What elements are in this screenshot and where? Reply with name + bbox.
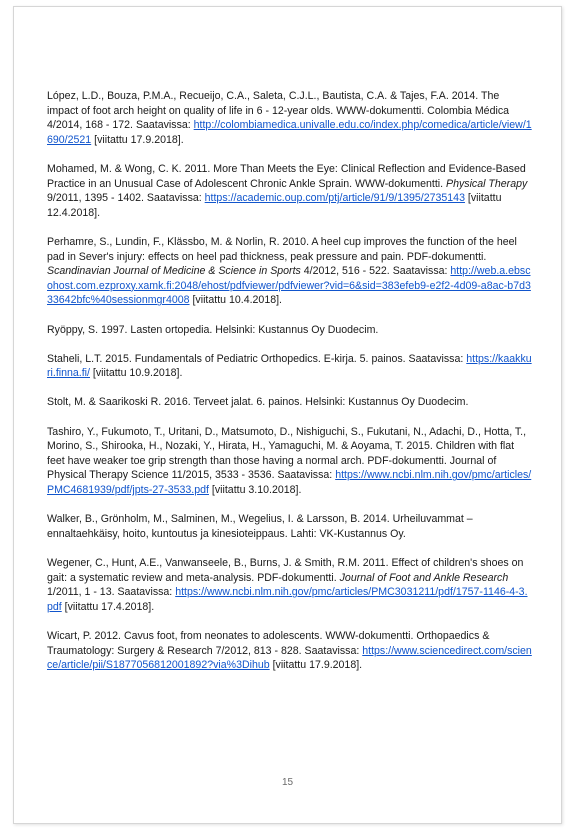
reference-text: López, L.D., Bouza, P.M.A., Recueijo, C.A., Saleta, C.J.L., Bautista, C.A. & Tajes, F.A. 2014. The impact of foot arch height on quality of life in 6 - 12-year olds. WWW-dokumentti. Colombia Médica 4/2014, 168 - 172. Saatavissa: bbox=[47, 90, 510, 132]
reference-access-date: [viitattu 17.9.2018]. bbox=[91, 133, 184, 146]
reference-entry bbox=[47, 89, 533, 147]
reference-link[interactable]: https://kaakkuri.finna.fi/ bbox=[47, 352, 532, 380]
reference-text: Staheli, L.T. 2015. Fundamentals of Pediatric Orthopedics. E-kirja. 5. painos. Saatavissa: bbox=[47, 352, 467, 365]
reference-entry bbox=[47, 512, 533, 541]
reference-text: Perhamre, S., Lundin, F., Klässbo, M. & Norlin, R. 2010. A heel cup improves the function of the heel pad in Sever's injury: effects on heel pad thickness, peak pressure and pain. PDF-dokumentti. bbox=[47, 235, 517, 263]
reference-entry bbox=[47, 323, 533, 338]
reference-entry bbox=[47, 162, 533, 220]
reference-entry bbox=[47, 352, 533, 381]
reference-link[interactable]: https://academic.oup.com/ptj/article/91/9/1395/2735143 bbox=[204, 192, 465, 205]
reference-access-date: [viitattu 10.9.2018]. bbox=[89, 367, 183, 380]
reference-access-date: [viitattu 12.4.2018]. bbox=[47, 192, 502, 219]
reference-entry bbox=[47, 425, 533, 498]
reference-text: Wegener, C., Hunt, A.E., Vanwanseele, B., Burns, J. & Smith, R.M. 2011. Effect of children's shoes on gait: a systematic review and meta-analysis. PDF-dokumentti. bbox=[47, 557, 524, 584]
reference-link[interactable]: https://www.sciencedirect.com/science/article/pii/S187705681200189​2?via%3Dihub bbox=[47, 644, 532, 672]
reference-text: Stolt, M. & Saarikoski R. 2016. Terveet jalat. 6. painos. Helsinki: Kustannus Oy Duodecim. bbox=[47, 396, 469, 409]
reference-text: Walker, B., Grönholm, M., Salminen, M., Wegelius, I. & Larsson, B. 2014. Urheiluvammat – ennaltaehkäisy, hoito, kuntoutus ja kinesioteippaus. Lahti: VK-Kustannus Oy. bbox=[47, 513, 473, 540]
reference-link[interactable]: https://www.ncbi.nlm.nih.gov/pmc/articles/PMC3031211/pdf/1757-1146-4-3.pdf bbox=[47, 586, 528, 613]
reference-access-date: [viitattu 3.10.2018]. bbox=[208, 484, 302, 497]
reference-text: 9/2011, 1395 - 1402. Saatavissa: bbox=[47, 192, 205, 205]
reference-entry bbox=[47, 629, 533, 673]
journal-title: Journal of Foot and Ankle Research bbox=[339, 571, 509, 584]
reference-entry bbox=[47, 395, 533, 410]
document-page bbox=[13, 6, 562, 824]
journal-title: Physical Therapy bbox=[446, 177, 528, 190]
reference-text: 1/2011, 1 - 13. Saatavissa: bbox=[47, 586, 176, 599]
reference-entry bbox=[47, 556, 533, 614]
reference-list bbox=[47, 89, 533, 687]
reference-link[interactable]: https://www.ncbi.nlm.nih.gov/pmc/articles/PMC4681939/pdf/jpts-27-3533.pdf bbox=[47, 469, 532, 497]
reference-text: 4/2012, 516 - 522. Saatavissa: bbox=[300, 265, 451, 278]
page-number: 15 bbox=[281, 777, 294, 788]
reference-access-date: [viitattu 17.9.2018]. bbox=[269, 659, 363, 672]
reference-link[interactable]: http://web.a.ebscohost.com.ezproxy.xamk.fi:2048/ehost/pdfviewer/pdfviewer?vid=6&sid=383efeb9-e2f2-4d09-a8ac-b7d333642bfc%40sessionmgr4008 bbox=[47, 265, 531, 307]
reference-text: Ryöppy, S. 1997. Lasten ortopedia. Helsinki: Kustannus Oy Duodecim. bbox=[47, 323, 379, 336]
reference-access-date: [viitattu 10.4.2018]. bbox=[189, 294, 282, 307]
reference-text: Mohamed, M. & Wong, C. K. 2011. More Than Meets the Eye: Clinical Reflection and Evidence-Based Practice in an Unusual Case of Adolescent Chronic Ankle Sprain. WWW-dokumentti. bbox=[47, 162, 526, 190]
reference-text: Tashiro, Y., Fukumoto, T., Uritani, D., Matsumoto, D., Nishiguchi, S., Fukutani, N., Adachi, D., Hotta, T., Morino, S., Shirooka, H., Nozaki, Y., Hirata, H., Yamaguchi, M. & Aoyama, T. 2015. Children with flat feet have weaker toe grip strength than those having a normal arch. PDF-dokumentti. Journal of Physical Therapy Science 11/2015, 3533 - 3536. Saatavissa: bbox=[47, 425, 527, 482]
reference-link[interactable]: http://colombiamedica.univalle.edu.co/index.php/comedica/article/view/1690/2521 bbox=[47, 119, 532, 146]
reference-text: Wicart, P. 2012. Cavus foot, from neonates to adolescents. WWW-dokumentti. Orthopaedics & Traumatology: Surgery & Research 7/2012, 813 - 828. Saatavissa: bbox=[47, 629, 490, 657]
reference-access-date: [viitattu 17.4.2018]. bbox=[61, 600, 155, 613]
reference-entry bbox=[47, 235, 533, 308]
journal-title: Scandinavian Journal of Medicine & Science in Sports bbox=[47, 265, 301, 278]
